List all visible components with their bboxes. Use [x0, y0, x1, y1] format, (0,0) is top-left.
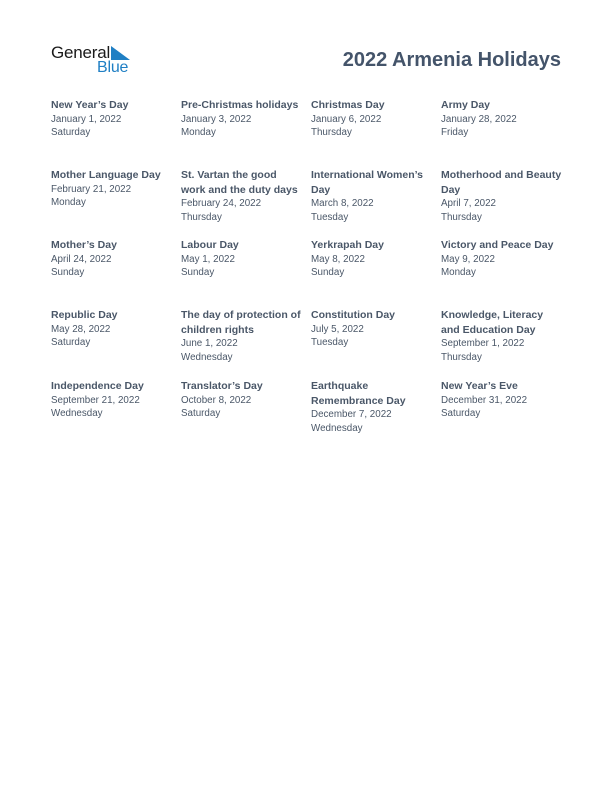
holiday-name: Motherhood and Beauty Day: [441, 169, 562, 196]
holiday-weekday: Wednesday: [51, 408, 103, 420]
holiday-date: June 1, 2022: [181, 338, 238, 349]
holiday-weekday: Saturday: [51, 337, 91, 349]
holiday-weekday: Wednesday: [311, 422, 363, 434]
holiday-name: Constitution Day: [311, 309, 395, 321]
holiday-weekday: Sunday: [311, 267, 345, 279]
holiday-item: [441, 98, 563, 140]
holiday-name: Mother Language Day: [51, 169, 161, 181]
holiday-weekday: Wednesday: [181, 351, 233, 363]
holiday-date: May 9, 2022: [441, 253, 495, 265]
holiday-weekday: Monday: [51, 197, 86, 209]
holiday-name: Earthquake Remembrance Day: [311, 380, 406, 407]
holiday-weekday: Thursday: [311, 127, 352, 139]
page-title: 2022 Armenia Holidays: [342, 49, 561, 71]
logo-text-blue: Blue: [97, 59, 129, 76]
holiday-name: Independence Day: [51, 380, 144, 392]
holiday-name: New Year’s Day: [51, 99, 129, 111]
holiday-weekday: Saturday: [181, 408, 221, 420]
holiday-name: Army Day: [441, 99, 491, 111]
holiday-weekday: Tuesday: [311, 337, 349, 349]
holiday-item: [51, 308, 173, 350]
holiday-item: [51, 168, 173, 210]
holiday-name: Labour Day: [181, 239, 239, 251]
holiday-weekday: Monday: [441, 267, 476, 279]
holiday-weekday: Saturday: [51, 127, 91, 139]
holiday-name: International Women’s Day: [311, 169, 424, 196]
holiday-item: [51, 379, 173, 421]
holiday-weekday: Thursday: [441, 211, 482, 223]
holiday-item: [441, 168, 563, 225]
holiday-weekday: Thursday: [181, 211, 222, 223]
holiday-name: Victory and Peace Day: [441, 239, 554, 251]
holiday-date: January 1, 2022: [51, 113, 122, 125]
holiday-weekday: Sunday: [51, 267, 85, 279]
holiday-date: December 7, 2022: [311, 409, 392, 420]
holiday-item: [311, 308, 433, 350]
holiday-item: [441, 238, 563, 280]
holiday-name: Republic Day: [51, 309, 118, 321]
holiday-name: Christmas Day: [311, 99, 385, 111]
holiday-date: October 8, 2022: [181, 394, 252, 406]
holiday-name: Pre-Christmas holidays: [181, 99, 299, 111]
holiday-weekday: Sunday: [181, 267, 215, 279]
holiday-weekday: Monday: [181, 127, 216, 139]
logo-flag-icon: [111, 46, 130, 60]
holiday-name: Yerkrapah Day: [311, 239, 384, 251]
holiday-name: The day of protection of children rights: [181, 309, 301, 336]
holiday-date: April 7, 2022: [441, 198, 497, 209]
holiday-item: [441, 379, 563, 421]
holiday-date: March 8, 2022: [311, 198, 374, 209]
holiday-date: April 24, 2022: [51, 253, 112, 265]
holiday-date: May 8, 2022: [311, 253, 365, 265]
holiday-item: [311, 238, 433, 280]
holiday-date: May 28, 2022: [51, 323, 111, 335]
holiday-date: December 31, 2022: [441, 394, 528, 406]
holiday-date: January 3, 2022: [181, 113, 252, 125]
holiday-item: [311, 379, 433, 436]
holiday-name: Knowledge, Literacy and Education Day: [441, 309, 544, 336]
holiday-item: [311, 98, 433, 140]
holiday-weekday: Friday: [441, 127, 469, 139]
holiday-name: Mother’s Day: [51, 239, 117, 251]
holiday-name: St. Vartan the good work and the duty days: [181, 169, 298, 196]
holiday-item: [181, 238, 303, 280]
generalblue-logo: [51, 43, 141, 79]
holiday-name: New Year’s Eve: [441, 380, 518, 392]
holiday-date: September 1, 2022: [441, 338, 525, 349]
holiday-weekday: Thursday: [441, 351, 482, 363]
holiday-weekday: Saturday: [441, 408, 481, 420]
holiday-item: [181, 379, 303, 421]
holiday-date: July 5, 2022: [311, 323, 364, 335]
holiday-date: January 28, 2022: [441, 113, 517, 125]
logo-text-general: General: [51, 43, 111, 62]
holiday-item: [181, 308, 303, 365]
holiday-name: Translator’s Day: [181, 380, 263, 392]
holiday-date: February 21, 2022: [51, 183, 132, 195]
holiday-date: September 21, 2022: [51, 394, 140, 406]
holiday-date: February 24, 2022: [181, 198, 262, 209]
holiday-item: [51, 98, 173, 140]
holiday-item: [181, 98, 303, 140]
holiday-item: [51, 238, 173, 280]
holiday-item: [311, 168, 433, 225]
holiday-date: May 1, 2022: [181, 253, 235, 265]
holiday-weekday: Tuesday: [311, 211, 349, 223]
holiday-item: [441, 308, 563, 365]
holiday-item: [181, 168, 303, 225]
holiday-date: January 6, 2022: [311, 113, 382, 125]
